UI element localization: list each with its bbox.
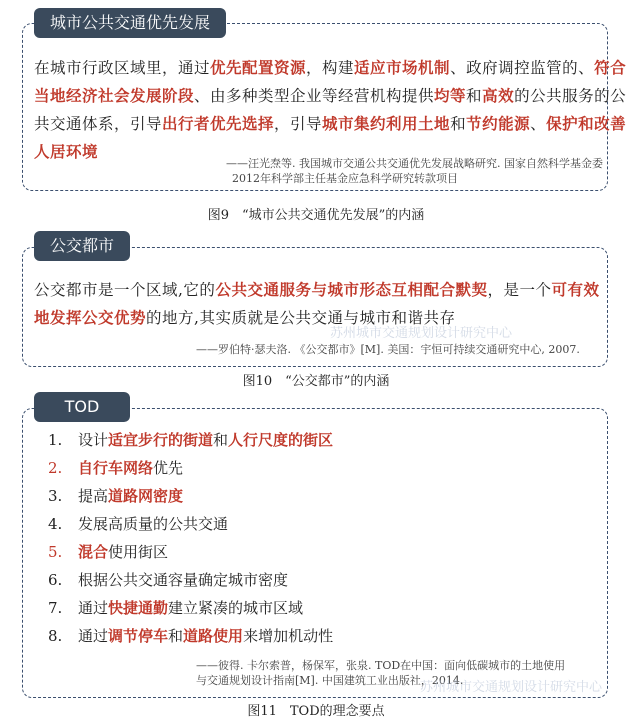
paragraph-line	[34, 82, 627, 110]
highlight-phrase: 符合	[594, 58, 627, 77]
text-run: ，引导	[274, 115, 323, 133]
list-number: 6.	[48, 571, 63, 589]
highlight-phrase: 可有效	[551, 280, 600, 299]
tod-list-item	[48, 456, 183, 480]
figure-caption-10: 图10 “公交都市”的内涵	[242, 374, 390, 389]
source-citation-3-line1: ——彼得. 卡尔索普，杨保军，张泉. TOD在中国：面向低碳城市的土地使用	[196, 659, 566, 672]
paragraph-line	[34, 276, 608, 304]
highlight-phrase: 道路使用	[183, 627, 244, 645]
text-run: 公交都市是一个区域,它的	[34, 281, 216, 299]
highlight-phrase: 人居环境	[34, 142, 99, 161]
text-run: 和	[450, 115, 467, 133]
text-run: 、政府调控监管的、	[450, 59, 595, 77]
figure-caption-9: 图9 “城市公共交通优先发展”的内涵	[207, 208, 425, 223]
list-number: 5.	[48, 543, 63, 561]
highlight-phrase: 优先配置资源	[210, 58, 307, 77]
list-number: 2.	[48, 459, 63, 477]
text-run: 提高	[78, 487, 109, 505]
highlight-phrase: 人行尺度的街区	[228, 431, 334, 449]
list-number: 7.	[48, 599, 63, 617]
source-citation-1	[226, 156, 606, 186]
highlight-phrase: 出行者优先选择	[162, 114, 275, 133]
section-tag-public-transit-priority: 城市公共交通优先发展	[34, 8, 226, 38]
highlight-phrase: 保护和改善	[546, 114, 627, 133]
highlight-phrase: 当地经济社会发展阶段	[34, 86, 195, 105]
list-number: 4.	[48, 515, 63, 533]
list-number: 3.	[48, 487, 63, 505]
text-run: 和	[213, 431, 229, 449]
watermark-2: 苏州城市交通规划设计研究中心	[420, 680, 603, 695]
highlight-phrase: 调节停车	[108, 627, 169, 645]
tod-list-item	[48, 596, 303, 620]
highlight-phrase: 道路网密度	[108, 487, 184, 505]
text-run: 和	[466, 87, 483, 105]
paragraph-line	[34, 54, 627, 82]
text-run: 和	[168, 627, 184, 645]
section-tag-tod: TOD	[34, 392, 130, 422]
tod-list-item	[48, 484, 183, 508]
watermark-1: 苏州城市交通规划设计研究中心	[330, 326, 513, 341]
source-citation-1-line2: 2012年科学部主任基金应急科学研究转款项目	[232, 172, 458, 185]
highlight-phrase: 城市集约利用土地	[322, 114, 451, 133]
highlight-phrase: 均等	[434, 86, 467, 105]
highlight-phrase: 节约能源	[466, 114, 531, 133]
highlight-phrase: 混合	[78, 543, 109, 561]
list-number: 8.	[48, 627, 63, 645]
tod-list-item	[48, 568, 288, 592]
text-run: 来增加机动性	[243, 627, 334, 645]
text-run: 通过	[78, 599, 109, 617]
highlight-phrase: 适应市场机制	[354, 58, 451, 77]
highlight-phrase: 公共交通服务与城市形态互相配合默契	[215, 280, 488, 299]
tod-list-item	[48, 624, 333, 648]
tod-list-item	[48, 512, 228, 536]
list-number: 1.	[48, 431, 63, 449]
paragraph-line	[34, 110, 627, 138]
text-run: 的公共服务的公	[514, 87, 627, 105]
source-citation-1-line1: ——汪光焘等. 我国城市交通公共交通优先发展战略研究. 国家自然科学基金委	[226, 157, 603, 170]
text-run: 的地方,其实质就是公共交通与城市和谐共存	[146, 309, 456, 327]
source-citation-2: ——罗伯特·瑟夫洛. 《公交都市》[M]. 美国：宇恒可持续交通研究中心, 2007.	[196, 343, 580, 356]
highlight-phrase: 自行车网络	[78, 459, 154, 477]
highlight-phrase: 快捷通勤	[108, 599, 169, 617]
text-run: 使用街区	[108, 543, 169, 561]
text-run: 、	[530, 115, 547, 133]
text-run: 共交通体系，引导	[34, 115, 163, 133]
text-run: 建立紧凑的城市区域	[168, 599, 304, 617]
paragraph-public-transit-priority	[34, 54, 627, 166]
text-run: ，构建	[306, 59, 355, 77]
highlight-phrase: 地发挥公交优势	[34, 308, 147, 327]
text-run: ，是一个	[487, 281, 552, 299]
highlight-phrase: 高效	[482, 86, 515, 105]
text-run: 优先	[153, 459, 184, 477]
tod-list-item	[48, 540, 168, 564]
paragraph-line	[34, 304, 608, 332]
text-run: 通过	[78, 627, 109, 645]
text-run: 根据公共交通容量确定城市密度	[78, 571, 289, 589]
highlight-phrase: 适宜步行的街道	[108, 431, 214, 449]
source-citation-3-line2: 与交通规划设计指南[M]. 中国建筑工业出版社，2014.	[196, 674, 464, 687]
text-run: 设计	[78, 431, 109, 449]
tod-list-item	[48, 428, 333, 452]
text-run: 发展高质量的公共交通	[78, 515, 229, 533]
figure-caption-11: 图11 TOD的理念要点	[247, 704, 385, 719]
text-run: 在城市行政区域里，通过	[34, 59, 211, 77]
section-tag-transit-metropolis: 公交都市	[34, 231, 130, 261]
text-run: 、由多种类型企业等经营机构提供	[194, 87, 435, 105]
paragraph-transit-metropolis	[34, 276, 608, 332]
